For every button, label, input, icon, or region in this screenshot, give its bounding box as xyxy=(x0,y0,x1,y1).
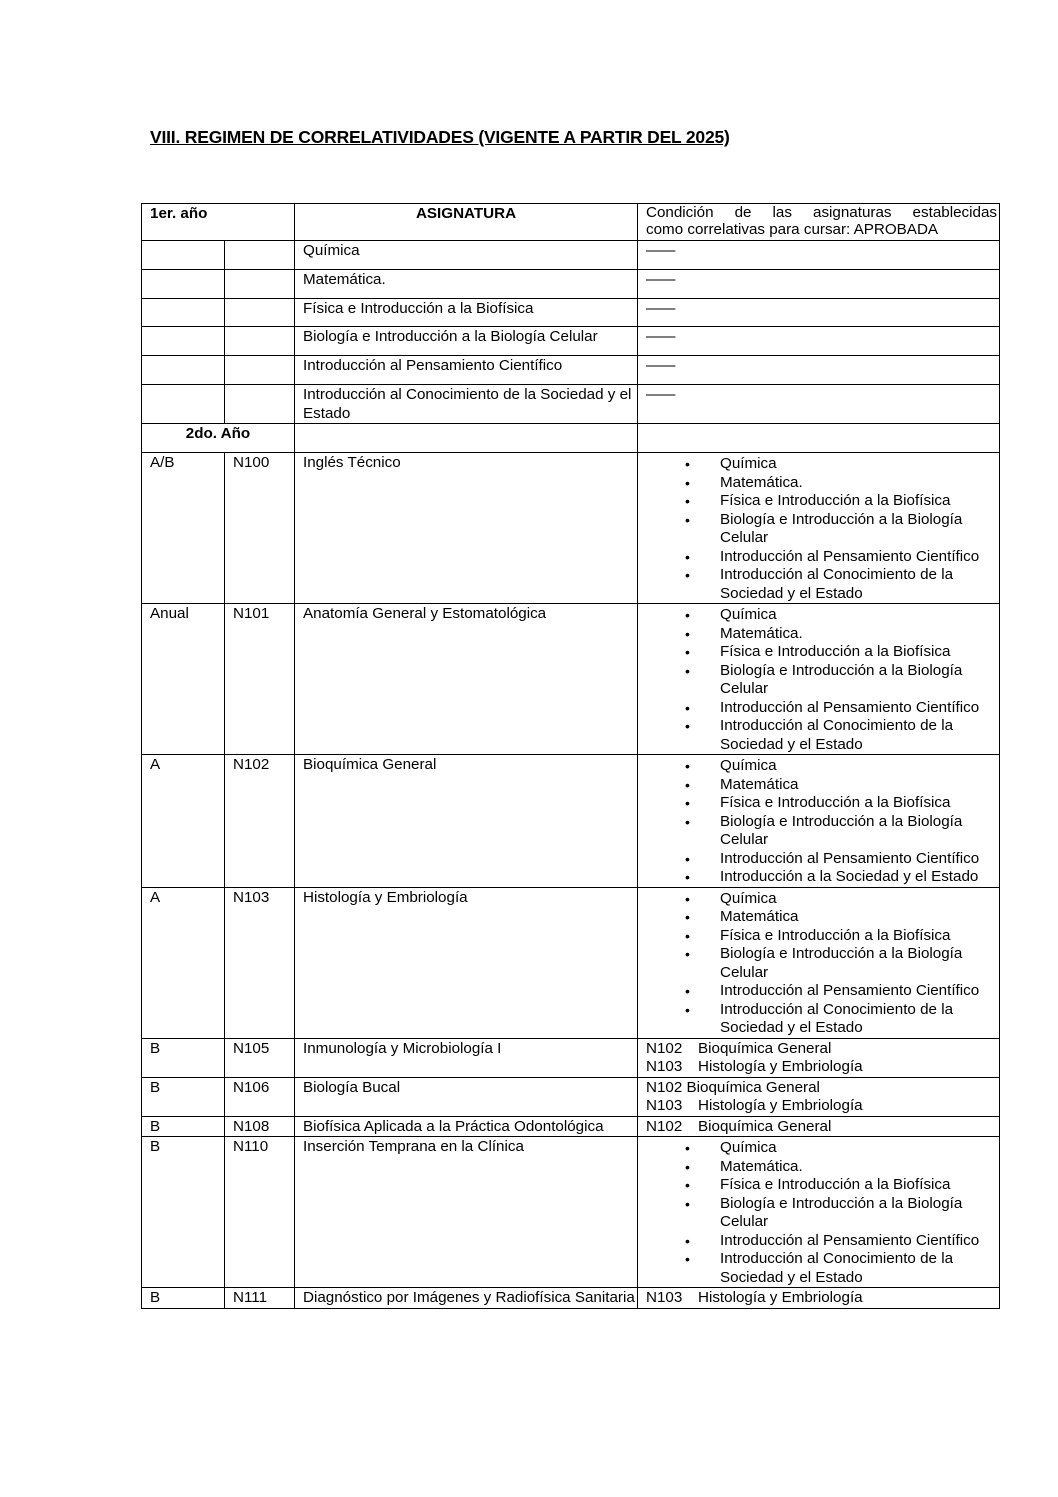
requirement-line xyxy=(646,1040,999,1059)
requirement-cell: —— xyxy=(638,270,1000,299)
subject-cell: Inmunología y Microbiología I xyxy=(295,1038,638,1077)
requirement-list xyxy=(646,455,999,603)
subject-cell: Inserción Temprana en la Clínica xyxy=(295,1137,638,1288)
requirement-code: N102 xyxy=(646,1117,683,1135)
subject-cell: Introducción al Pensamiento Científico xyxy=(295,356,638,385)
list-item: • Introducción al Conocimiento de la Sociedad y el Estado xyxy=(720,1001,999,1038)
header-subject: ASIGNATURA xyxy=(295,204,638,241)
subject-cell: Matemática. xyxy=(295,270,638,299)
list-item: • Introducción al Pensamiento Científico xyxy=(720,548,999,567)
period-cell xyxy=(142,241,225,270)
period-cell: Anual xyxy=(142,604,225,755)
requirement-list xyxy=(646,890,999,1038)
table-row xyxy=(142,887,1000,1038)
code-cell: N103 xyxy=(225,887,295,1038)
table-row xyxy=(142,1116,1000,1137)
subject-cell: Bioquímica General xyxy=(295,755,638,888)
code-cell: N108 xyxy=(225,1116,295,1137)
table-row xyxy=(142,1137,1000,1288)
list-item: • Física e Introducción a la Biofísica xyxy=(720,492,999,511)
list-item: • Introducción al Pensamiento Científico xyxy=(720,699,999,718)
code-cell: N102 xyxy=(225,755,295,888)
requirement-list xyxy=(646,606,999,754)
subject-cell: Inglés Técnico xyxy=(295,453,638,604)
list-item: • Química xyxy=(720,455,999,474)
requirement-name: Bioquímica General xyxy=(698,1117,832,1135)
period-cell: B xyxy=(142,1288,225,1309)
list-item: • Física e Introducción a la Biofísica xyxy=(720,927,999,946)
correlatives-table xyxy=(141,203,1000,1309)
requirement-cell: —— xyxy=(638,327,1000,356)
list-item: • Introducción a la Sociedad y el Estado xyxy=(720,868,999,887)
requirement-list xyxy=(646,1139,999,1287)
subject-cell: Histología y Embriología xyxy=(295,887,638,1038)
code-cell xyxy=(225,356,295,385)
list-item: • Química xyxy=(720,606,999,625)
table-row xyxy=(142,299,1000,327)
list-item: • Introducción al Conocimiento de la Sociedad y el Estado xyxy=(720,1250,999,1287)
code-cell xyxy=(225,385,295,424)
list-item: • Matemática xyxy=(720,776,999,795)
period-cell: B xyxy=(142,1116,225,1137)
list-item: • Matemática xyxy=(720,908,999,927)
requirement-code: N103 xyxy=(646,1058,683,1075)
header-condition-line2: como correlativas para cursar: APROBADA xyxy=(646,221,939,238)
requirement-name: Histología y Embriología xyxy=(698,1058,863,1075)
subject-cell: Física e Introducción a la Biofísica xyxy=(295,299,638,327)
period-cell xyxy=(142,385,225,424)
requirement-name: Histología y Embriología xyxy=(698,1289,863,1306)
period-cell xyxy=(142,270,225,299)
requirement-name: Histología y Embriología xyxy=(698,1097,863,1114)
period-cell: A xyxy=(142,887,225,1038)
requirement-cell xyxy=(638,1116,1000,1137)
requirement-cell: —— xyxy=(638,385,1000,424)
requirement-cell xyxy=(638,1077,1000,1116)
requirement-cell xyxy=(638,1137,1000,1288)
list-item: • Introducción al Pensamiento Científico xyxy=(720,850,999,869)
requirement-cell: —— xyxy=(638,299,1000,327)
period-cell: B xyxy=(142,1038,225,1077)
table-row xyxy=(142,327,1000,356)
requirement-line xyxy=(646,1118,999,1137)
table-row xyxy=(142,356,1000,385)
table-header-row xyxy=(142,204,1000,241)
requirement-line xyxy=(646,1097,999,1116)
list-item: • Física e Introducción a la Biofísica xyxy=(720,794,999,813)
header-condition xyxy=(638,204,1000,241)
table-row xyxy=(142,385,1000,424)
subject-cell: Anatomía General y Estomatológica xyxy=(295,604,638,755)
requirement-cell: —— xyxy=(638,356,1000,385)
list-item: • Biología e Introducción a la Biología Celular xyxy=(720,662,999,699)
page-title: VIII. REGIMEN DE CORRELATIVIDADES (VIGENTE A PARTIR DEL 2025) xyxy=(150,127,730,147)
section-row-second-year xyxy=(142,424,1000,453)
subject-cell: Biofísica Aplicada a la Práctica Odontológica xyxy=(295,1116,638,1137)
code-cell xyxy=(225,270,295,299)
requirement-cell xyxy=(638,887,1000,1038)
requirement-cell xyxy=(638,604,1000,755)
list-item: • Biología e Introducción a la Biología Celular xyxy=(720,1195,999,1232)
table-row xyxy=(142,755,1000,888)
list-item: • Química xyxy=(720,757,999,776)
code-cell: N106 xyxy=(225,1077,295,1116)
table-row xyxy=(142,453,1000,604)
list-item: • Introducción al Pensamiento Científico xyxy=(720,982,999,1001)
requirement-cell xyxy=(638,453,1000,604)
code-cell: N100 xyxy=(225,453,295,604)
requirement-cell: —— xyxy=(638,241,1000,270)
requirement-line xyxy=(646,1289,999,1308)
list-item: • Física e Introducción a la Biofísica xyxy=(720,643,999,662)
period-cell: B xyxy=(142,1137,225,1288)
requirement-cell xyxy=(638,424,1000,453)
list-item: • Matemática. xyxy=(720,474,999,493)
subject-cell: Biología Bucal xyxy=(295,1077,638,1116)
requirement-name: Bioquímica General xyxy=(698,1039,832,1057)
list-item: • Biología e Introducción a la Biología Celular xyxy=(720,813,999,850)
list-item: • Matemática. xyxy=(720,1158,999,1177)
list-item: • Introducción al Conocimiento de la Sociedad y el Estado xyxy=(720,717,999,754)
table-row xyxy=(142,604,1000,755)
list-item: • Matemática. xyxy=(720,625,999,644)
code-cell xyxy=(225,327,295,356)
table-row xyxy=(142,1038,1000,1077)
list-item: • Química xyxy=(720,1139,999,1158)
requirement-cell xyxy=(638,1288,1000,1309)
section-label: 2do. Año xyxy=(142,424,295,453)
period-cell xyxy=(142,327,225,356)
code-cell xyxy=(225,241,295,270)
subject-cell: Diagnóstico por Imágenes y Radiofísica Sanitaria xyxy=(295,1288,638,1309)
code-cell: N110 xyxy=(225,1137,295,1288)
subject-cell: Introducción al Conocimiento de la Sociedad y el Estado xyxy=(295,385,638,424)
header-condition-line1: Condición de las asignaturas establecidas xyxy=(646,204,997,221)
subject-cell: Biología e Introducción a la Biología Celular xyxy=(295,327,638,356)
list-item: • Química xyxy=(720,890,999,909)
period-cell: A/B xyxy=(142,453,225,604)
list-item: • Física e Introducción a la Biofísica xyxy=(720,1176,999,1195)
code-cell xyxy=(225,299,295,327)
requirement-line xyxy=(646,1058,999,1077)
subject-cell: Química xyxy=(295,241,638,270)
requirement-cell xyxy=(638,755,1000,888)
code-cell: N101 xyxy=(225,604,295,755)
requirement-list xyxy=(646,757,999,887)
requirement-cell xyxy=(638,1038,1000,1077)
code-cell: N111 xyxy=(225,1288,295,1309)
subject-cell xyxy=(295,424,638,453)
period-cell xyxy=(142,299,225,327)
requirement-code: N103 xyxy=(646,1097,683,1114)
requirement-code: N102 xyxy=(646,1039,683,1057)
code-cell: N105 xyxy=(225,1038,295,1077)
table-row xyxy=(142,1077,1000,1116)
requirement-code: N103 xyxy=(646,1289,683,1306)
list-item: • Biología e Introducción a la Biología Celular xyxy=(720,945,999,982)
requirement-line: N102 Bioquímica General xyxy=(646,1078,820,1096)
list-item: • Introducción al Conocimiento de la Sociedad y el Estado xyxy=(720,566,999,603)
table-row xyxy=(142,270,1000,299)
period-cell: A xyxy=(142,755,225,888)
header-year: 1er. año xyxy=(142,204,295,241)
table-row xyxy=(142,1288,1000,1309)
period-cell xyxy=(142,356,225,385)
list-item: • Introducción al Pensamiento Científico xyxy=(720,1232,999,1251)
table-row xyxy=(142,241,1000,270)
list-item: • Biología e Introducción a la Biología Celular xyxy=(720,511,999,548)
period-cell: B xyxy=(142,1077,225,1116)
